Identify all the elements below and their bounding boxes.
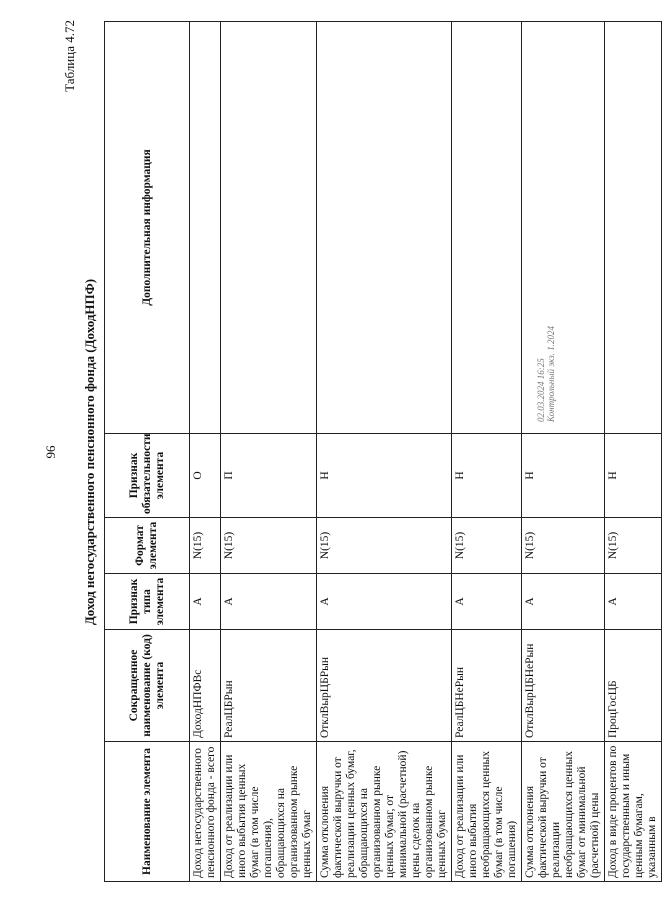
cell-req: Н xyxy=(605,434,662,518)
cell-req: Н xyxy=(452,434,522,518)
cell-info xyxy=(605,22,662,434)
cell-type: А xyxy=(221,574,317,630)
cell-type: А xyxy=(317,574,452,630)
cell-name: Доход от реализации или иного выбытия ценных бумаг (в том числе погашения), обращающихся на организованном рынке ценных бумаг xyxy=(221,742,317,882)
cell-format: N(15) xyxy=(452,518,522,574)
cell-code: ОтклВырЦБРын xyxy=(317,630,452,742)
column-header: Признак типа элемента xyxy=(105,574,190,630)
cell-code: ПроцГосЦБ xyxy=(605,630,662,742)
elements-table xyxy=(104,21,662,882)
column-header: Формат элемента xyxy=(105,518,190,574)
table-title: Доход негосударственного пенсионного фонда (ДоходНПФ) xyxy=(82,278,97,626)
document-stamp xyxy=(536,326,556,422)
cell-code: РеалЦБНеРын xyxy=(452,630,522,742)
cell-name: Доход от реализации или иного выбытия необращающихся ценных бумаг (в том числе погашения) xyxy=(452,742,522,882)
cell-code: ДоходНПФВс xyxy=(190,630,221,742)
cell-name: Доход в виде процентов по государственным и иным ценным бумагам, указанным в xyxy=(605,742,662,882)
cell-req: П xyxy=(221,434,317,518)
table-row xyxy=(522,22,605,882)
cell-type: А xyxy=(522,574,605,630)
table-row xyxy=(605,22,662,882)
table-header-row xyxy=(105,22,190,882)
cell-format: N(15) xyxy=(190,518,221,574)
cell-name: Доход негосударственного пенсионного фонда - всего xyxy=(190,742,221,882)
table-row xyxy=(221,22,317,882)
column-header: Дополнительная информация xyxy=(105,22,190,434)
cell-req: Н xyxy=(317,434,452,518)
cell-format: N(15) xyxy=(317,518,452,574)
cell-format: N(15) xyxy=(221,518,317,574)
table-row xyxy=(190,22,221,882)
cell-type: А xyxy=(605,574,662,630)
table-row xyxy=(317,22,452,882)
cell-name: Сумма отклонения фактической выручки от реализации ценных бумаг, обращающихся на организованном рынке ценных бумаг, от минимальной (расчетной) цены сделок на организованном рынке ценных бумаг xyxy=(317,742,452,882)
cell-type: А xyxy=(452,574,522,630)
cell-req: Н xyxy=(522,434,605,518)
cell-req: О xyxy=(190,434,221,518)
cell-format: N(15) xyxy=(522,518,605,574)
cell-name: Сумма отклонения фактической выручки от реализации необращающихся ценных бумаг от минимальной (расчетной) цены xyxy=(522,742,605,882)
cell-type: А xyxy=(190,574,221,630)
column-header: Наименование элемента xyxy=(105,742,190,882)
table-row xyxy=(452,22,522,882)
cell-code: ОтклВырЦБНеРын xyxy=(522,630,605,742)
cell-info xyxy=(221,22,317,434)
stamp-line: Контрольный экз. 1.2024 xyxy=(546,325,556,422)
cell-format: N(15) xyxy=(605,518,662,574)
cell-info xyxy=(317,22,452,434)
rotated-content xyxy=(60,12,658,892)
cell-code: РеалЦБРын xyxy=(221,630,317,742)
column-header: Сокращенное наименование (код) элемента xyxy=(105,630,190,742)
cell-info xyxy=(452,22,522,434)
column-header: Признак обязательности элемента xyxy=(105,434,190,518)
table-number: Таблица 4.72 xyxy=(62,20,77,92)
stamp-line: 02.03.2024 16:25 xyxy=(536,358,546,422)
cell-info xyxy=(190,22,221,434)
page-number: 96 xyxy=(43,445,58,459)
cell-info xyxy=(522,22,605,434)
